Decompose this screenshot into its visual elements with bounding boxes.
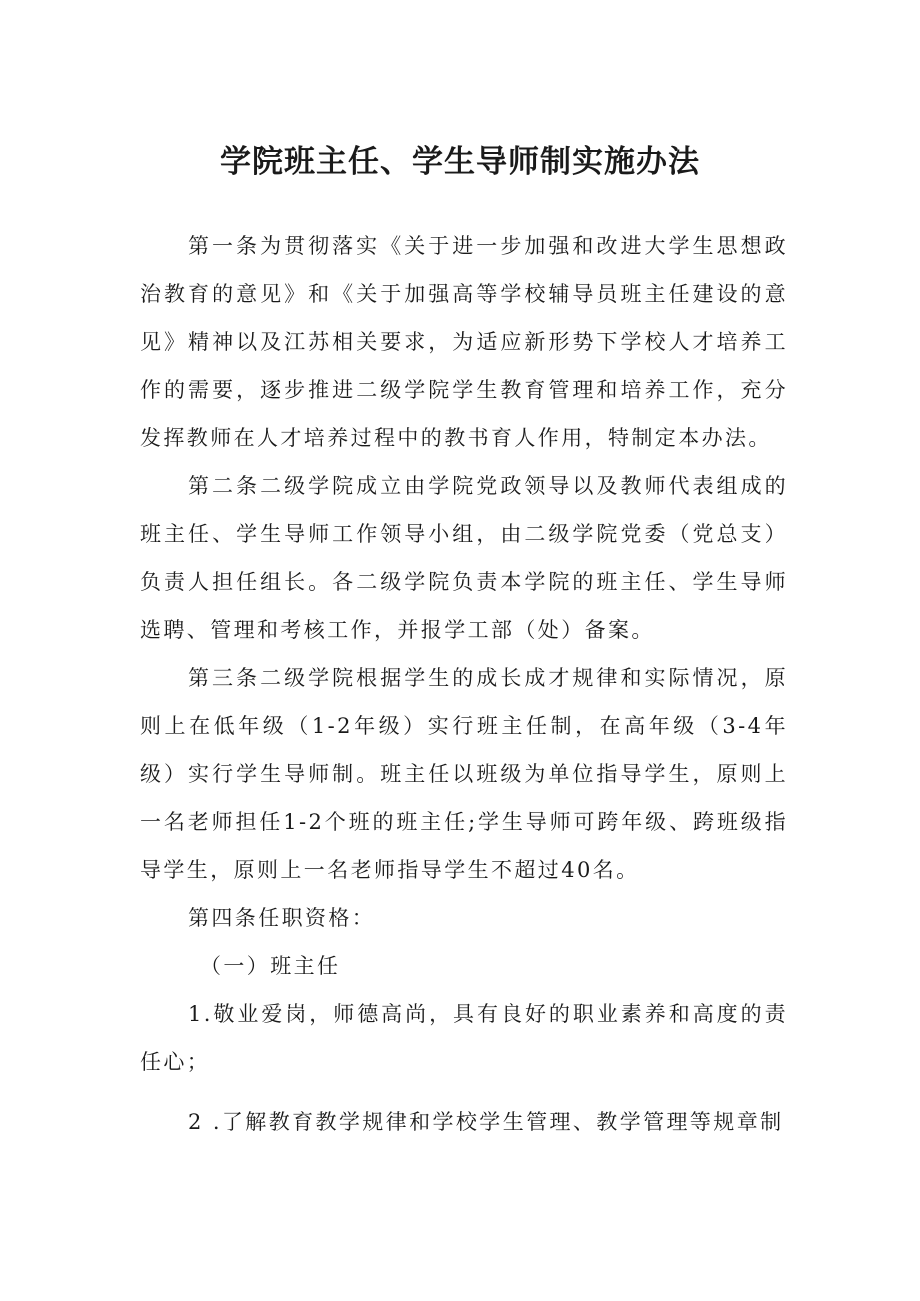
section-heading: （一）班主任 — [200, 954, 341, 978]
list-item-2: 2 .了解教育教学规律和学校学生管理、教学管理等规章制 — [188, 1110, 784, 1134]
article-1: 第一条为贯彻落实《关于进一步加强和改进大学生思想政治教育的意见》和《关于加强高等学校辅导员班主任建设的意见》精神以及江苏相关要求，为适应新形势下学校人才培养工作的需要，逐步推进二级学院学生教育管理和培养工作，充分发挥教师在人才培养过程中的教书育人作用，特制定本办法。 — [140, 234, 788, 450]
article-4: 第四条任职资格： — [188, 906, 376, 930]
article-3: 第三条二级学院根据学生的成长成才规律和实际情况，原则上在低年级（1-2年级）实行班主任制，在高年级（3-4年级）实行学生导师制。班主任以班级为单位指导学生，原则上一名老师担任1-2个班的班主任;学生导师可跨年级、跨班级指导学生，原则上一名老师指导学生不超过40名。 — [140, 666, 788, 882]
document-title: 学院班主任、学生导师制实施办法 — [220, 144, 700, 180]
article-2: 第二条二级学院成立由学院党政领导以及教师代表组成的班主任、学生导师工作领导小组，由二级学院党委（党总支）负责人担任组长。各二级学院负责本学院的班主任、学生导师选聘、管理和考核工作，并报学工部（处）备案。 — [140, 474, 788, 642]
list-item-1: 1.敬业爱岗，师德高尚，具有良好的职业素养和高度的责任心； — [140, 1002, 788, 1074]
